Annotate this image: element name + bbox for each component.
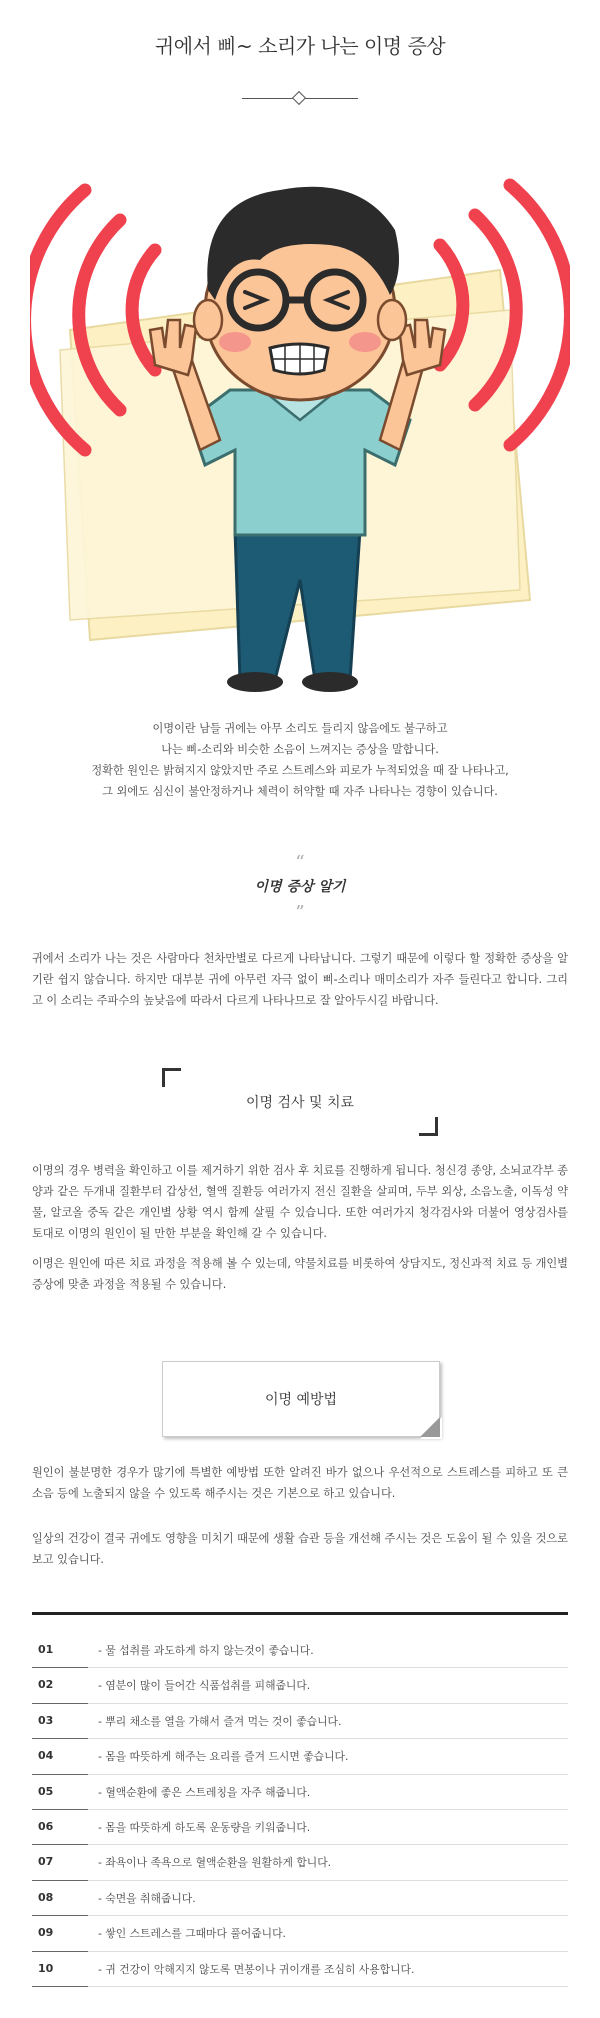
section-heading-box-treatment [162, 1068, 438, 1136]
item-number: 05 [38, 1784, 54, 1798]
item-text: - 혈액순환에 좋은 스트레칭을 자주 해줍니다. [98, 1785, 311, 1799]
section-body-symptoms: 귀에서 소리가 나는 것은 사람마다 천차만별로 다르게 나타납니다. 그렇기 때문에 이렇다 할 정확한 증상을 알기란 쉽지 않습니다. 하지만 대부분 귀에 아무런 자극 없이 삐-소리나 매미소리가 자주 들린다고 합니다. 그리고 이 소리는 주파수의 높낮음에 따라서 다르게 나타나므로 잘 알아두시길 바랍니다. [32, 952, 568, 1007]
right-shoe [302, 672, 358, 692]
page-title: 귀에서 삐~ 소리가 나는 이명 증상 [154, 34, 446, 58]
list-item [32, 1739, 568, 1774]
section-body-treatment-1: 이명의 경우 병력을 확인하고 이를 제거하기 위한 검사 후 치료를 진행하게 됩니다. 청신경 종양, 소뇌교각부 종양과 같은 두개내 질환부터 갑상선, 혈액 질환등 여러가지 전신 질환을 살피며, 두부 외상, 소음노출, 이독성 약물, 알코올 중독 같은 개인별 상황 역시 함께 살필 수 있습니다. 또한 여러가지 청각검사와 더불어 영상검사를 토대로 이명의 원인이 될 만한 부분을 확인해 갈 수 있습니다. [32, 1164, 568, 1240]
close-quote-icon: ” [295, 902, 305, 923]
list-item [32, 1704, 568, 1739]
item-number: 08 [38, 1890, 54, 1904]
open-quote-icon: “ [295, 852, 305, 873]
page-fold-icon [420, 1417, 440, 1437]
section-title-symptoms: 이명 증상 알기 [254, 879, 346, 895]
item-text: - 뿌리 채소를 열을 가해서 즐겨 먹는 것이 좋습니다. [98, 1714, 342, 1728]
list-top-border [32, 1612, 568, 1615]
intro-line: 나는 삐-소리와 비슷한 소음이 느껴지는 증상을 말합니다. [161, 743, 439, 756]
right-ear [378, 300, 406, 340]
divider-diamond-icon [292, 91, 306, 105]
intro-line: 정확한 원인은 밝혀지지 않았지만 주로 스트레스와 피로가 누적되었을 때 잘 나타나고, [91, 764, 509, 777]
item-number: 07 [38, 1855, 54, 1869]
item-number: 10 [38, 1961, 54, 1975]
list-item [32, 1810, 568, 1845]
section-body-prevention-2: 일상의 건강이 결국 귀에도 영향을 미치기 때문에 생활 습관 등을 개선해 주시는 것은 도움이 될 수 있을 것으로 보고 있습니다. [32, 1532, 568, 1566]
item-text: - 귀 건강이 악해지지 않도록 면봉이나 귀이개를 조심히 사용합니다. [98, 1962, 415, 1976]
intro-line: 그 외에도 심신이 불안정하거나 체력이 허약할 때 자주 나타나는 경향이 있습니다. [102, 785, 498, 798]
item-text: - 염분이 많이 들어간 식품섭취를 피해줍니다. [98, 1679, 311, 1693]
left-ear [194, 300, 222, 340]
section-body-prevention-1: 원인이 불분명한 경우가 많기에 특별한 예방법 또한 알려진 바가 없으나 우선적으로 스트레스를 피하고 또 큰 소음 등에 노출되지 않을 수 있도록 해주시는 것은 기본으로 하고 있습니다. [32, 1466, 568, 1500]
item-text: - 숙면을 취해줍니다. [98, 1891, 196, 1905]
item-number: 09 [38, 1926, 54, 1940]
item-text: - 좌욕이나 족욕으로 혈액순환을 원활하게 합니다. [98, 1856, 332, 1870]
section-body-treatment-2: 이명은 원인에 따른 치료 과정을 적용해 볼 수 있는데, 약물치료를 비롯하여 상담지도, 정신과적 치료 등 개인별 증상에 맞춘 과정을 적용될 수 있습니다. [32, 1257, 568, 1291]
list-item [32, 1916, 568, 1951]
left-cheek [219, 332, 251, 352]
list-item [32, 1845, 568, 1880]
item-text: - 물 섭취를 과도하게 하지 않는것이 좋습니다. [98, 1644, 314, 1657]
item-text: - 몸을 따뜻하게 해주는 요리를 즐겨 드시면 좋습니다. [98, 1750, 349, 1764]
item-number: 03 [38, 1713, 54, 1727]
intro-text [0, 718, 600, 802]
item-number: 06 [38, 1819, 54, 1833]
section-title-treatment: 이명 검사 및 치료 [245, 1095, 355, 1111]
prevention-tips-list [32, 1633, 568, 1987]
tinnitus-illustration [30, 120, 570, 700]
left-hand [150, 320, 196, 375]
item-number: 01 [38, 1643, 54, 1656]
list-item [32, 1633, 568, 1668]
section-heading-card-prevention [162, 1361, 440, 1437]
list-item [32, 1775, 568, 1810]
corner-bracket-top-left [162, 1068, 181, 1087]
list-item [32, 1668, 568, 1703]
list-item [32, 1952, 568, 1987]
title-divider [242, 92, 358, 104]
item-number: 02 [38, 1678, 54, 1692]
list-item [32, 1881, 568, 1916]
right-cheek [349, 332, 381, 352]
corner-bracket-bottom-right [419, 1117, 438, 1136]
section-title-prevention: 이명 예방법 [264, 1392, 338, 1408]
item-text: - 몸을 따뜻하게 하도록 운동량을 키워줍니다. [98, 1820, 311, 1834]
intro-line: 이명이란 남들 귀에는 아무 소리도 들리지 않음에도 불구하고 [152, 722, 448, 735]
item-number: 04 [38, 1749, 54, 1763]
item-text: - 쌓인 스트레스를 그때마다 풀어줍니다. [98, 1927, 286, 1941]
left-shoe [227, 672, 283, 692]
